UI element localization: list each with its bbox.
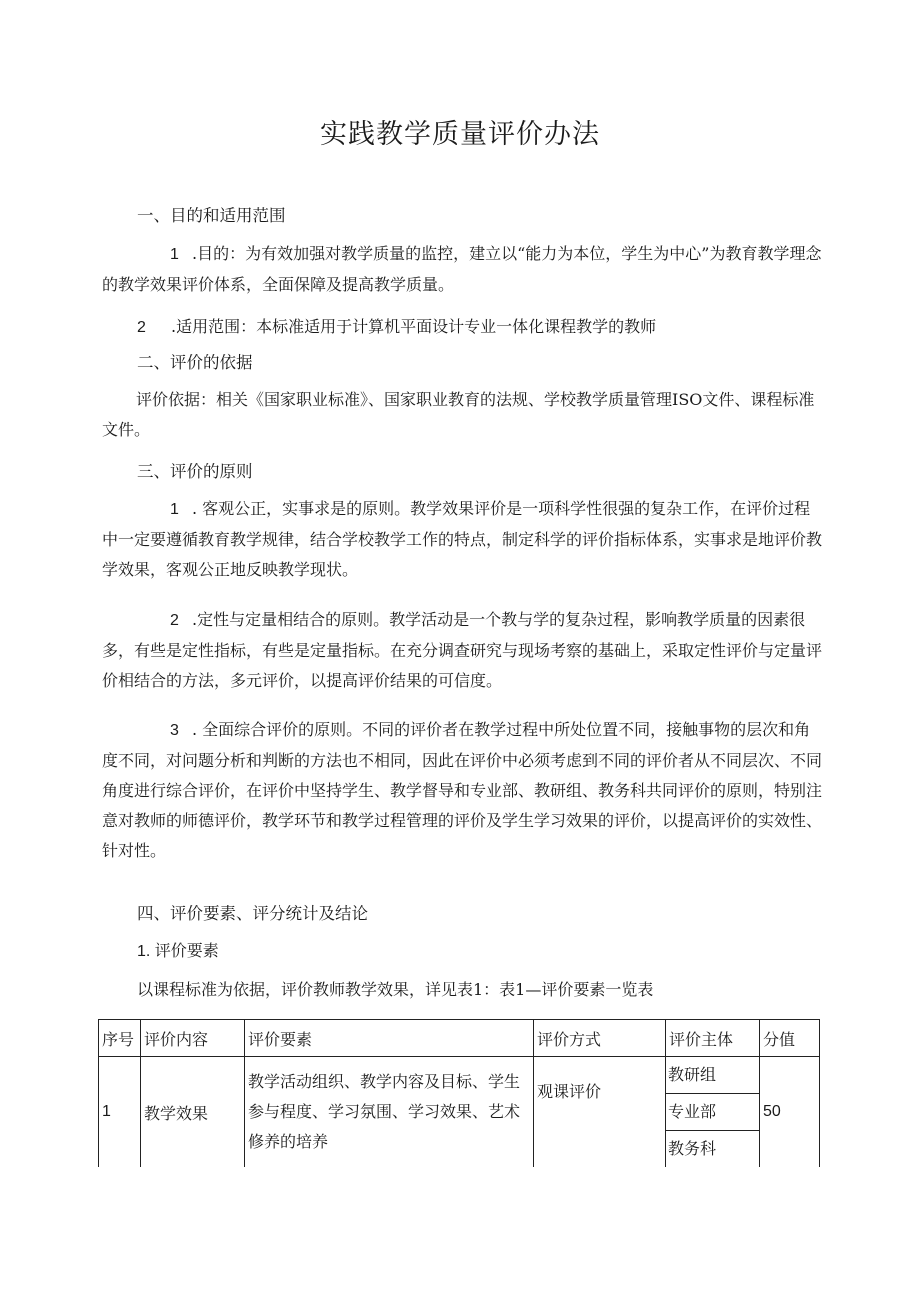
document-title: 实践教学质量评价办法 xyxy=(320,119,600,150)
section-4-heading: 四、评价要素、评分统计及结论 xyxy=(137,904,368,923)
section-3-paragraph-1 xyxy=(102,494,822,585)
paragraph-number: 2 xyxy=(170,612,179,629)
paragraph-number: 1 xyxy=(170,501,179,518)
table-header-row xyxy=(99,1020,820,1057)
paragraph-text: . 全面综合评价的原则。不同的评价者在教学过程中所处位置不同，接触事物的层次和角度不同，对问题分析和判断的方法也不相同，因此在评价中必须考虑到不同的评价者从不同层次、不同角度进行综合评价，在评价中坚持学生、教学督导和专业部、教研组、教务科共同评价的原则，特别注意对教师的师德评价，教学环节和教学过程管理的评价及学生学习效果的评价，以提高评价的实效性、针对性。 xyxy=(102,720,823,860)
subject-item: 教研组 xyxy=(666,1057,759,1094)
section-2-paragraph-1: 评价依据：相关《国家职业标准》、国家职业教育的法规、学校教学质量管理ISO文件、课程标准文件。 xyxy=(102,390,815,439)
section-3-paragraph-3 xyxy=(102,715,822,866)
paragraph-number: 2 xyxy=(137,319,146,336)
paragraph-text: . 客观公正，实事求是的原则。教学效果评价是一项科学性很强的复杂工作，在评价过程中一定要遵循教育教学规律，结合学校教学工作的特点，制定科学的评价指标体系，实事求是地评价教学效果，客观公正地反映教学现状。 xyxy=(102,499,823,579)
table-row xyxy=(99,1057,820,1168)
table-cell-elements: 教学活动组织、教学内容及目标、学生参与程度、学习氛围、学习效果、艺术修养的培养 xyxy=(245,1057,534,1168)
table-header-cell: 评价方式 xyxy=(534,1020,666,1057)
table-header-cell: 评价要素 xyxy=(245,1020,534,1057)
subject-item: 专业部 xyxy=(666,1094,759,1131)
paragraph-text: .定性与定量相结合的原则。教学活动是一个教与学的复杂过程，影响教学质量的因素很多，有些是定性指标，有些是定量指标。在充分调查研究与现场考察的基础上，采取定性评价与定量评价相结合的方法，多元评价，以提高评价结果的可信度。 xyxy=(102,610,823,690)
section-1-paragraph-1 xyxy=(102,239,822,300)
section-4-subheading-1: 1. 评价要素 xyxy=(137,943,219,960)
table-header-cell: 评价主体 xyxy=(666,1020,760,1057)
table-cell-content: 教学效果 xyxy=(141,1057,245,1168)
table-cell-subjects xyxy=(666,1057,760,1168)
table-header-cell: 评价内容 xyxy=(141,1020,245,1057)
section-2-heading: 二、评价的依据 xyxy=(137,353,253,372)
section-1-heading: 一、目的和适用范围 xyxy=(137,206,286,225)
section-3-paragraph-2 xyxy=(102,605,822,696)
section-1-paragraph-2 xyxy=(137,312,656,343)
table-cell-score: 50 xyxy=(760,1057,820,1168)
paragraph-text: .目的：为有效加强对教学质量的监控，建立以“能力为本位，学生为中心”为教育教学理念的教学效果评价体系，全面保障及提高教学质量。 xyxy=(102,244,822,294)
subject-item: 教务科 xyxy=(668,1139,717,1158)
section-3-heading: 三、评价的原则 xyxy=(137,462,253,481)
paragraph-number: 3 xyxy=(170,722,179,739)
table-cell-no: 1 xyxy=(99,1057,141,1168)
table-header-cell: 序号 xyxy=(99,1020,141,1057)
table-header-cell: 分值 xyxy=(760,1020,820,1057)
section-4-paragraph-1: 以课程标准为依据，评价教师教学效果，详见表1：表1—评价要素一览表 xyxy=(137,980,654,999)
table-cell-method: 观课评价 xyxy=(534,1057,666,1168)
paragraph-text: .适用范围：本标准适用于计算机平面设计专业一体化课程教学的教师 xyxy=(165,317,657,336)
paragraph-number: 1 xyxy=(170,246,179,263)
evaluation-table xyxy=(98,1019,820,1167)
